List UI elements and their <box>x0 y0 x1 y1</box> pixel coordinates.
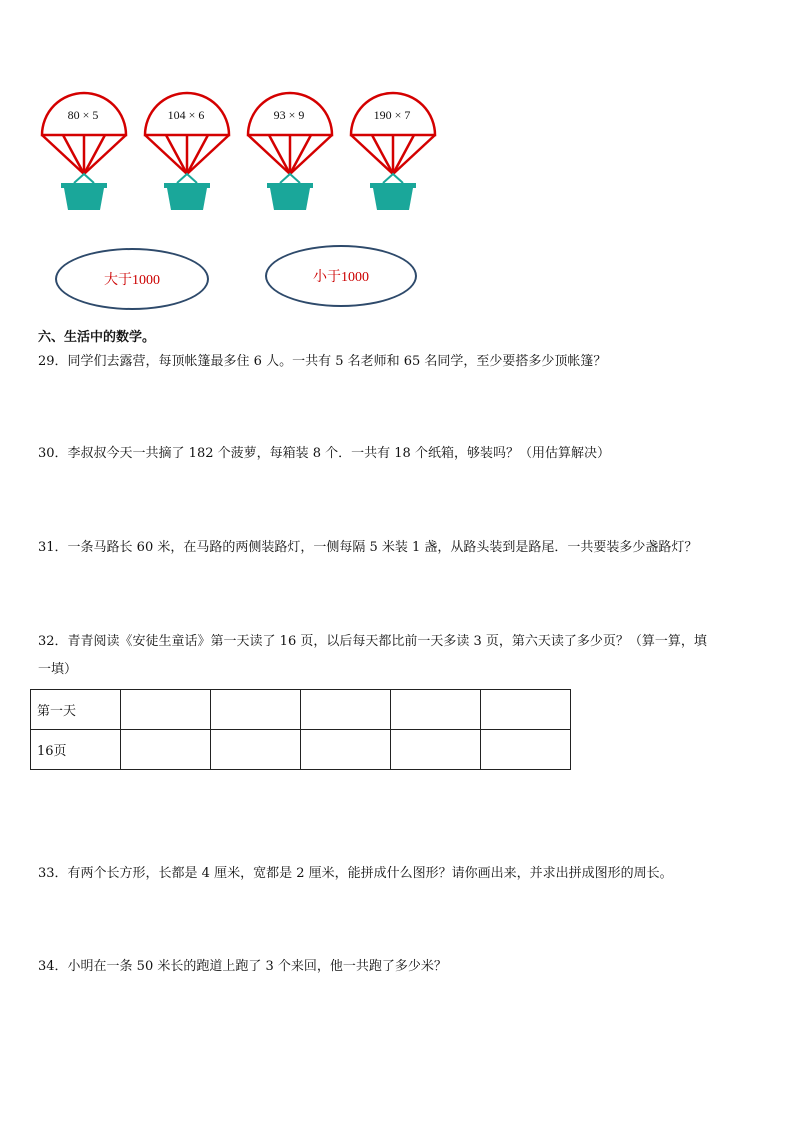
parachute-2 <box>145 93 229 210</box>
basket-icon <box>383 174 403 183</box>
parachute-1 <box>42 93 126 210</box>
question-31: 31．一条马路长 60 米，在马路的两侧装路灯，一侧每隔 5 米装 1 盏，从路头装到是路尾．一共要装多少盏路灯？ <box>38 540 698 555</box>
parachute-label: 93 × 9 <box>273 108 305 122</box>
oval-less-than-1000[interactable]: 小于1000 <box>265 245 417 307</box>
table-cell-blank[interactable] <box>211 690 301 730</box>
oval-greater-than-1000[interactable]: 大于1000 <box>55 248 209 310</box>
parachute-label: 80 × 5 <box>67 108 99 122</box>
reading-pages-table <box>30 689 571 770</box>
table-cell-blank[interactable] <box>121 690 211 730</box>
table-row <box>31 730 571 770</box>
basket-icon <box>74 174 94 183</box>
parachute-group <box>38 88 438 218</box>
parachute-3 <box>248 93 332 210</box>
table-row <box>31 690 571 730</box>
question-32-line-2: 一填） <box>38 662 78 677</box>
parachute-label: 190 × 7 <box>373 108 411 122</box>
parachute-label: 104 × 6 <box>167 108 205 122</box>
question-29: 29．同学们去露营，每顶帐篷最多住 6 人。一共有 5 名老师和 65 名同学，至少要搭多少顶帐篷？ <box>38 354 607 369</box>
question-32 <box>38 628 758 684</box>
basket-icon <box>280 174 300 183</box>
table-cell-blank[interactable] <box>481 690 571 730</box>
table-cell-blank[interactable] <box>391 690 481 730</box>
question-32-line-1: 32．青青阅读《安徒生童话》第一天读了 16 页，以后每天都比前一天多读 3 页，第六天读了多少页？（算一算，填 <box>38 634 707 649</box>
section-title: 六、生活中的数学。 <box>38 330 156 345</box>
table-cell-16-pages: 16页 <box>31 730 121 770</box>
table-cell-blank[interactable] <box>481 730 571 770</box>
table-cell-blank[interactable] <box>301 730 391 770</box>
table-cell-blank[interactable] <box>391 730 481 770</box>
question-34: 34．小明在一条 50 米长的跑道上跑了 3 个来回，他一共跑了多少米？ <box>38 959 447 974</box>
question-33: 33．有两个长方形，长都是 4 厘米，宽都是 2 厘米，能拼成什么图形？请你画出来，并求出拼成图形的周长。 <box>38 866 673 881</box>
table-cell-blank[interactable] <box>121 730 211 770</box>
table-cell-day-1: 第一天 <box>31 690 121 730</box>
parachute-4 <box>351 93 435 210</box>
table-cell-blank[interactable] <box>301 690 391 730</box>
table-cell-blank[interactable] <box>211 730 301 770</box>
question-30: 30．李叔叔今天一共摘了 182 个菠萝，每箱装 8 个．一共有 18 个纸箱，够装吗？（用估算解决） <box>38 446 610 461</box>
basket-icon <box>177 174 197 183</box>
